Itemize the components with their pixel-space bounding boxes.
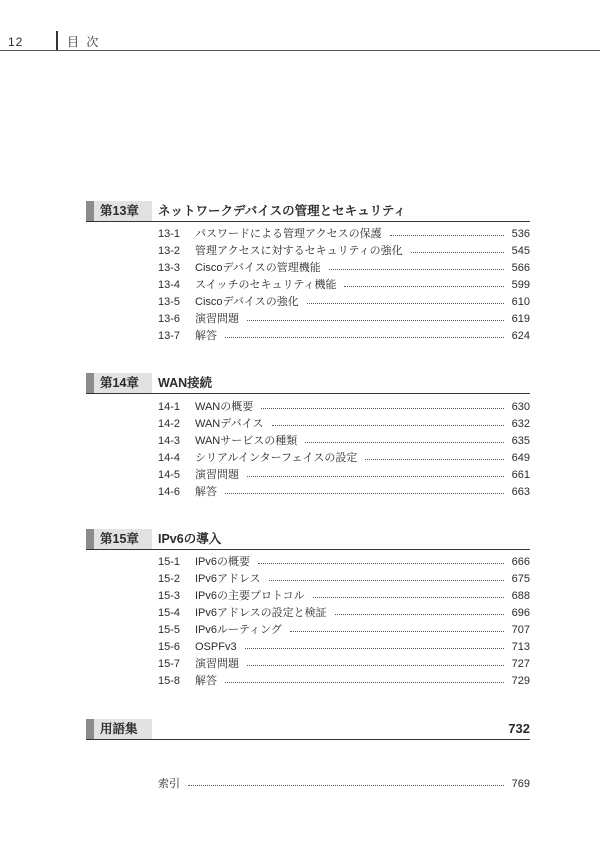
toc-entry — [158, 484, 530, 501]
entry-title: パスワードによる管理アクセスの保護 — [195, 228, 382, 240]
chapter-label: 第14章 — [100, 376, 139, 390]
entry-title: Ciscoデバイスの強化 — [195, 296, 299, 308]
toc-entry — [158, 450, 530, 467]
toc-entry — [158, 277, 530, 294]
entry-title: WANの概要 — [195, 401, 254, 413]
dot-leader — [225, 682, 504, 683]
entry-title: IPv6アドレスの設定と検証 — [195, 607, 327, 619]
entry-title: WANデバイス — [195, 418, 264, 430]
entry-page: 707 — [511, 624, 530, 636]
entry-page: 661 — [511, 469, 530, 481]
header-divider-bar — [56, 31, 58, 50]
entry-title: IPv6ルーティング — [195, 624, 282, 636]
entry-title: WANサービスの種類 — [195, 435, 298, 447]
entry-number: 14-1 — [158, 401, 181, 413]
entry-number: 14-2 — [158, 418, 181, 430]
toc-entry — [158, 605, 530, 622]
toc-entry — [158, 673, 530, 690]
running-header-title: 目 次 — [67, 35, 101, 49]
toc-entry — [158, 433, 530, 450]
toc-entry — [158, 226, 530, 243]
entry-page: 688 — [511, 590, 530, 602]
dot-leader — [247, 665, 504, 666]
entry-number: 15-1 — [158, 556, 181, 568]
toc-entry — [158, 311, 530, 328]
entry-number: 13-5 — [158, 296, 181, 308]
dot-leader — [245, 648, 504, 649]
glossary-label: 用語集 — [100, 722, 138, 736]
header-rule — [0, 50, 600, 51]
entry-title: 解答 — [195, 330, 217, 342]
glossary-page: 732 — [508, 721, 530, 736]
toc-entry — [158, 656, 530, 673]
entry-page: 727 — [511, 658, 530, 670]
entry-page: 635 — [511, 435, 530, 447]
entry-title: シリアルインターフェイスの設定 — [195, 452, 358, 464]
entry-page: 566 — [511, 262, 530, 274]
chapter-label: 第13章 — [100, 204, 139, 218]
toc-entry — [158, 416, 530, 433]
dot-leader — [365, 459, 503, 460]
entry-number: 15-5 — [158, 624, 181, 636]
entry-title: 管理アクセスに対するセキュリティの強化 — [195, 245, 403, 257]
entry-page: 632 — [511, 418, 530, 430]
entry-title: OSPFv3 — [195, 641, 237, 653]
entry-number: 13-6 — [158, 313, 181, 325]
entry-number: 15-7 — [158, 658, 181, 670]
entry-page: 649 — [511, 452, 530, 464]
entry-title: 演習問題 — [195, 658, 239, 670]
entry-number: 14-5 — [158, 469, 181, 481]
toc-entry — [158, 588, 530, 605]
glossary-heading — [86, 719, 530, 740]
chapter-title: WAN接続 — [158, 376, 213, 390]
dot-leader — [305, 442, 503, 443]
dot-leader — [335, 614, 504, 615]
dot-leader — [269, 580, 504, 581]
entry-page: 713 — [511, 641, 530, 653]
entry-page: 675 — [511, 573, 530, 585]
chapter-title: ネットワークデバイスの管理とセキュリティ — [158, 204, 406, 218]
dot-leader — [390, 235, 504, 236]
entry-number: 13-3 — [158, 262, 181, 274]
index-page: 769 — [511, 778, 530, 790]
entry-title: IPv6の概要 — [195, 556, 251, 568]
dot-leader — [225, 493, 504, 494]
toc-entry — [158, 243, 530, 260]
chapter-marker-block — [86, 719, 94, 739]
entry-title: スイッチのセキュリティ機能 — [195, 279, 337, 291]
entry-number: 13-4 — [158, 279, 181, 291]
toc-entry — [158, 571, 530, 588]
entry-number: 15-8 — [158, 675, 181, 687]
entry-page: 666 — [511, 556, 530, 568]
entry-title: IPv6アドレス — [195, 573, 261, 585]
dot-leader — [261, 408, 503, 409]
dot-leader — [247, 320, 504, 321]
chapter-marker-block — [86, 201, 94, 221]
toc-entry — [158, 328, 530, 345]
entry-title: 演習問題 — [195, 469, 239, 481]
chapter-heading — [86, 201, 530, 222]
entry-page: 630 — [511, 401, 530, 413]
entry-page: 545 — [511, 245, 530, 257]
entry-page: 619 — [511, 313, 530, 325]
entry-number: 15-6 — [158, 641, 181, 653]
chapter-label: 第15章 — [100, 532, 139, 546]
chapter-marker-block — [86, 529, 94, 549]
entry-number: 14-6 — [158, 486, 181, 498]
dot-leader — [188, 785, 504, 786]
entry-title: Ciscoデバイスの管理機能 — [195, 262, 321, 274]
dot-leader — [329, 269, 504, 270]
entry-title: 演習問題 — [195, 313, 239, 325]
dot-leader — [272, 425, 504, 426]
entry-page: 663 — [511, 486, 530, 498]
entry-page: 536 — [511, 228, 530, 240]
entry-number: 13-7 — [158, 330, 181, 342]
dot-leader — [313, 597, 504, 598]
index-entry — [158, 776, 530, 793]
entry-page: 729 — [511, 675, 530, 687]
entry-title: IPv6の主要プロトコル — [195, 590, 305, 602]
chapter-title: IPv6の導入 — [158, 532, 222, 546]
dot-leader — [344, 286, 503, 287]
entry-page: 610 — [511, 296, 530, 308]
toc-entry — [158, 639, 530, 656]
entry-number: 14-3 — [158, 435, 181, 447]
toc-entry — [158, 294, 530, 311]
entry-page: 696 — [511, 607, 530, 619]
entry-number: 14-4 — [158, 452, 181, 464]
entry-number: 13-2 — [158, 245, 181, 257]
index-label: 索引 — [158, 778, 180, 790]
entry-number: 15-2 — [158, 573, 181, 585]
dot-leader — [247, 476, 504, 477]
entry-number: 15-3 — [158, 590, 181, 602]
toc-entry — [158, 399, 530, 416]
chapter-heading — [86, 529, 530, 550]
entry-number: 13-1 — [158, 228, 181, 240]
dot-leader — [307, 303, 504, 304]
entry-page: 599 — [511, 279, 530, 291]
toc-entry — [158, 622, 530, 639]
entry-number: 15-4 — [158, 607, 181, 619]
chapter-heading — [86, 373, 530, 394]
toc-entry — [158, 554, 530, 571]
chapter-marker-block — [86, 373, 94, 393]
dot-leader — [290, 631, 504, 632]
toc-entry — [158, 467, 530, 484]
running-page-number: 12 — [8, 35, 24, 49]
entry-title: 解答 — [195, 486, 217, 498]
dot-leader — [258, 563, 504, 564]
dot-leader — [225, 337, 504, 338]
entry-page: 624 — [511, 330, 530, 342]
dot-leader — [411, 252, 504, 253]
toc-entry — [158, 260, 530, 277]
entry-title: 解答 — [195, 675, 217, 687]
